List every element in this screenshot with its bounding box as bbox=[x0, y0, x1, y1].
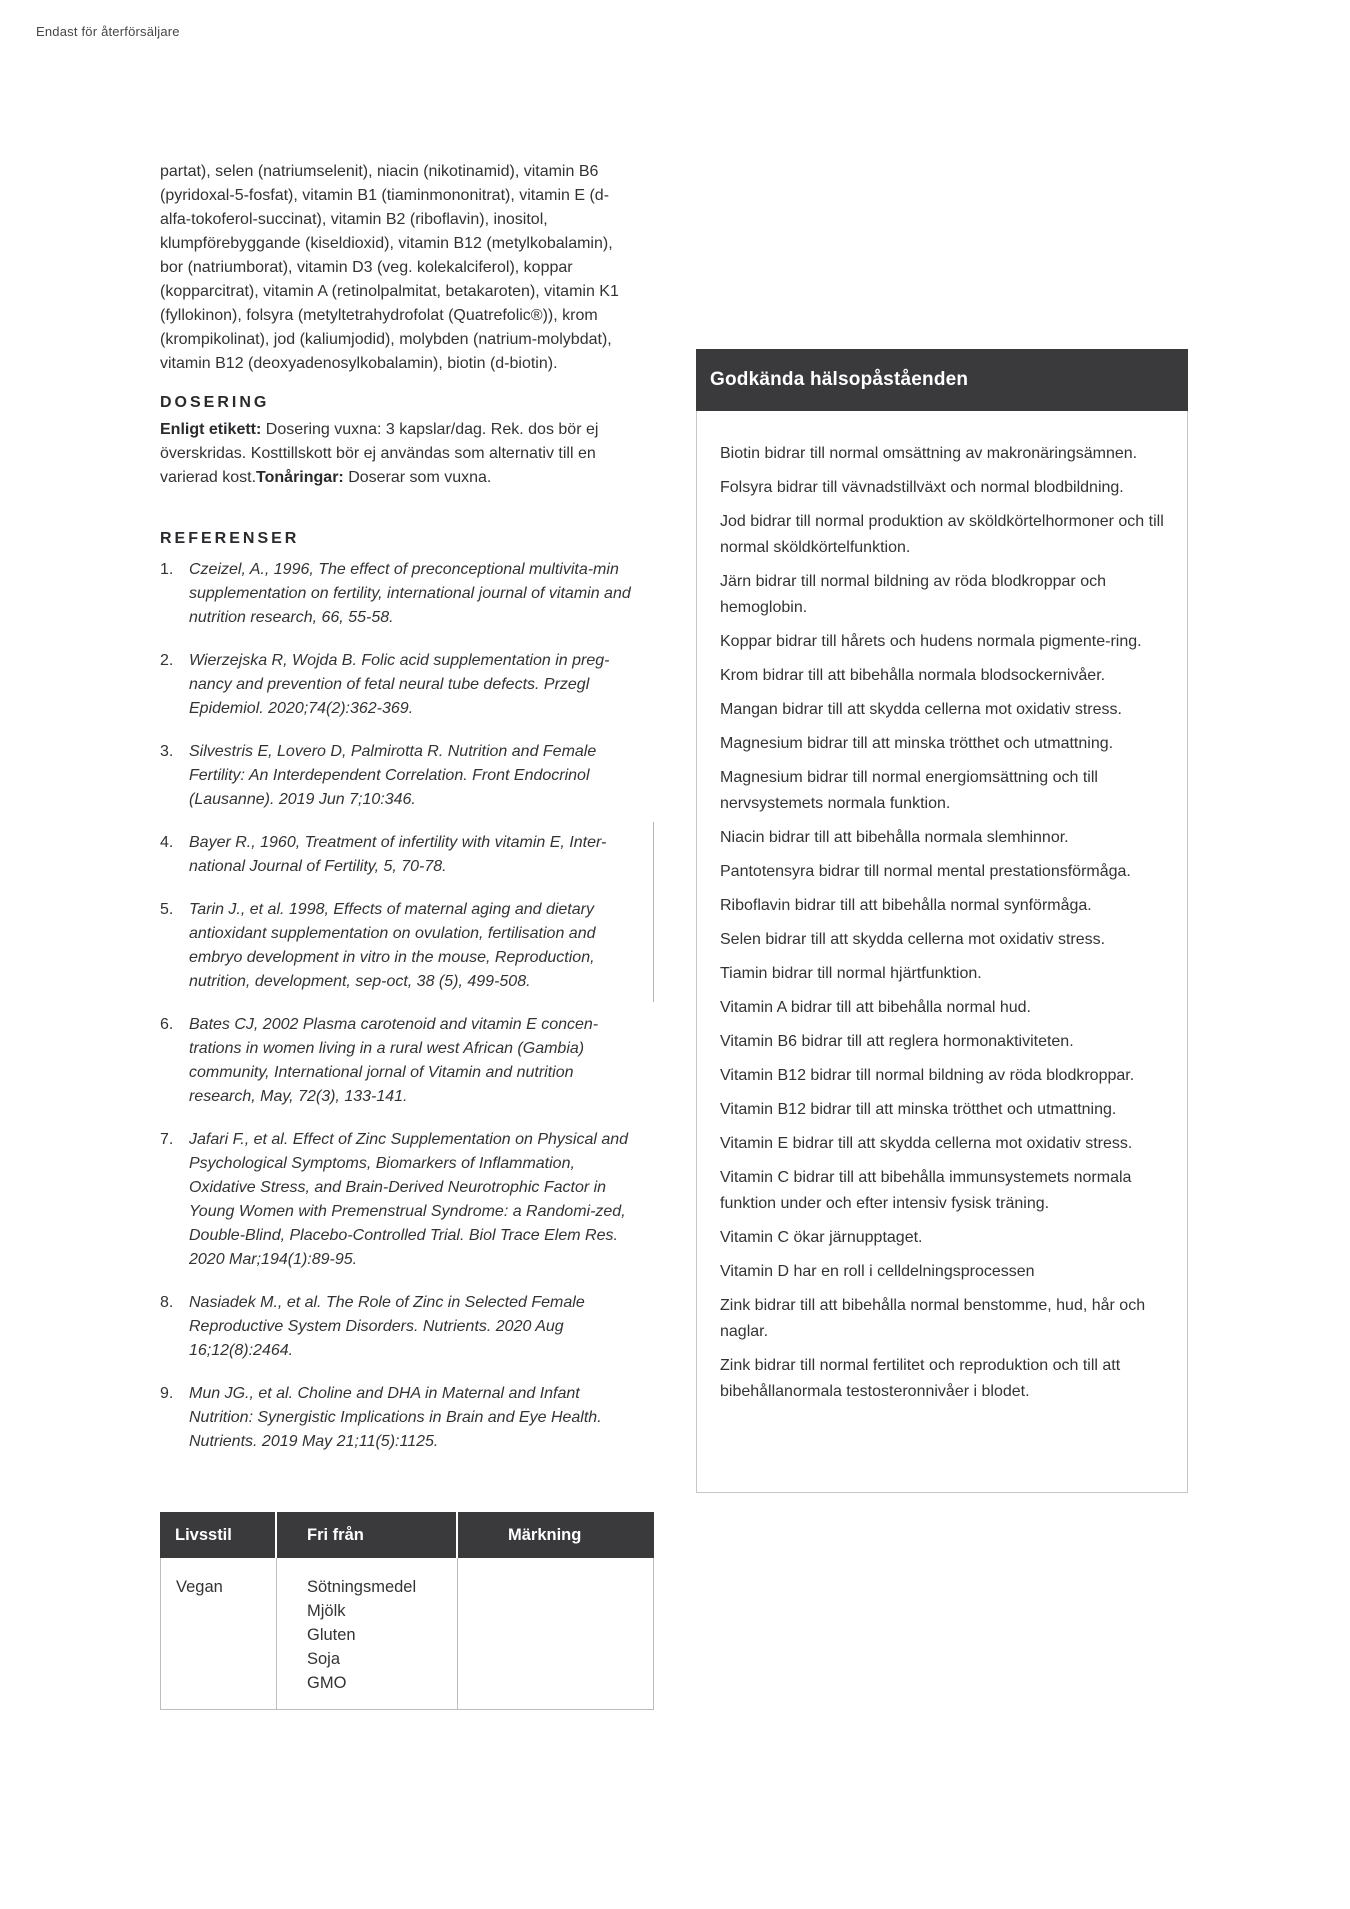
claim-item: Vitamin A bidrar till att bibehålla normal hud. bbox=[720, 999, 1031, 1016]
reference-item bbox=[160, 558, 638, 630]
claim-item: Tiamin bidrar till normal hjärtfunktion. bbox=[720, 965, 982, 982]
claim-item: Jod bidrar till normal produktion av sköldkörtelhormoner och till normal sköldkörtelfunktion. bbox=[720, 513, 1164, 556]
claim-item: Krom bidrar till att bibehålla normala blodsockernivåer. bbox=[720, 667, 1106, 684]
ingredients-paragraph: partat), selen (natriumselenit), niacin (nikotinamid), vitamin B6 (pyridoxal-5-fosfat), vitamin B1 (tiaminmononitrat), vitamin E (d-alfa-tokoferol-succinat), vitamin B2 (riboflavin), inositol, klumpförebyggande (kiseldioxid), vitamin B12 (metylkobalamin), bor (natriumborat), vitamin D3 (veg. kolekalciferol), koppar (kopparcitrat), vitamin A (retinolpalmitat, betakaroten), vitamin K1 (fyllokinon), folsyra (metyltetrahydrofolat (Quatrefolic®)), krom (krompikolinat), jod (kaliumjodid), molybden (natrium-molybdat), vitamin B12 (deoxyadenosylkobalamin), biotin (d-biotin). bbox=[160, 163, 619, 372]
table-row bbox=[160, 1558, 654, 1710]
reference-number: 1. bbox=[160, 561, 174, 578]
table-cell-fri-fran bbox=[277, 1558, 458, 1709]
table-header-fri-fran: Fri från bbox=[277, 1512, 458, 1558]
reference-text: Czeizel, A., 1996, The effect of preconceptional multivita-min supplementation on fertility, international journal of vitamin and nutrition research, 66, 55-58. bbox=[189, 561, 631, 626]
table-header-livsstil: Livsstil bbox=[160, 1512, 277, 1558]
column-divider-line bbox=[653, 822, 654, 1002]
approved-health-claims-box bbox=[696, 349, 1188, 1493]
claim-item: Vitamin C ökar järnupptaget. bbox=[720, 1229, 923, 1246]
dosering-label-tonaringar: Tonåringar: bbox=[256, 469, 344, 486]
reference-item bbox=[160, 898, 638, 994]
dosering-text-1: Dosering vuxna: 3 kapslar/dag. Rek. dos bör ej överskridas. Kosttillskott bör ej användas som alternativ till en varierad kost. bbox=[160, 421, 599, 486]
table-cell-markning bbox=[458, 1558, 654, 1709]
claim-item: Mangan bidrar till att skydda cellerna mot oxidativ stress. bbox=[720, 701, 1122, 718]
claim-item: Riboflavin bidrar till att bibehålla normal synförmåga. bbox=[720, 897, 1092, 914]
claim-item: Niacin bidrar till att bibehålla normala slemhinnor. bbox=[720, 829, 1069, 846]
claim-item: Vitamin D har en roll i celldelningsprocessen bbox=[720, 1263, 1035, 1280]
free-from-item: Soja bbox=[307, 1650, 341, 1668]
table-cell-livsstil: Vegan bbox=[160, 1558, 277, 1709]
claim-item: Vitamin B12 bidrar till normal bildning av röda blodkroppar. bbox=[720, 1067, 1135, 1084]
claim-item: Selen bidrar till att skydda cellerna mot oxidativ stress. bbox=[720, 931, 1106, 948]
dosering-text-2: Doserar som vuxna. bbox=[343, 469, 492, 486]
reference-text: Mun JG., et al. Choline and DHA in Maternal and Infant Nutrition: Synergistic Implications in Brain and Eye Health. Nutrients. 2019 May 21;11(5):1125. bbox=[189, 1385, 602, 1450]
page-watermark: Endast för återförsäljare bbox=[36, 24, 180, 39]
dosering-heading: DOSERING bbox=[160, 394, 270, 411]
free-from-item: Gluten bbox=[307, 1626, 356, 1644]
reference-number: 2. bbox=[160, 652, 174, 669]
dosering-paragraph bbox=[160, 418, 638, 490]
product-info-table bbox=[160, 1512, 654, 1710]
dosering-label-enligt-etikett: Enligt etikett: bbox=[160, 421, 262, 438]
reference-text: Wierzejska R, Wojda B. Folic acid supplementation in preg-nancy and prevention of fetal neural tube defects. Przegl Epidemiol. 2020;74(2):362-369. bbox=[189, 652, 610, 717]
claim-item: Pantotensyra bidrar till normal mental prestationsförmåga. bbox=[720, 863, 1131, 880]
left-column bbox=[160, 160, 638, 1473]
free-from-item: Sötningsmedel bbox=[307, 1578, 417, 1596]
claims-box-body bbox=[696, 411, 1188, 1493]
table-header-row bbox=[160, 1512, 654, 1558]
claim-item: Vitamin E bidrar till att skydda cellerna mot oxidativ stress. bbox=[720, 1135, 1133, 1152]
claim-item: Vitamin B12 bidrar till att minska trötthet och utmattning. bbox=[720, 1101, 1117, 1118]
claim-item: Vitamin C bidrar till att bibehålla immunsystemets normala funktion under och efter intensiv fysisk träning. bbox=[720, 1169, 1132, 1212]
reference-number: 5. bbox=[160, 901, 174, 918]
reference-number: 7. bbox=[160, 1131, 174, 1148]
reference-text: Bates CJ, 2002 Plasma carotenoid and vitamin E concen-trations in women living in a rural west African (Gambia) community, International jornal of Vitamin and nutrition research, May, 72(3), 133-141. bbox=[189, 1016, 599, 1105]
table-header-markning: Märkning bbox=[458, 1512, 654, 1558]
reference-item bbox=[160, 1382, 638, 1454]
free-from-item: Mjölk bbox=[307, 1602, 346, 1620]
reference-text: Nasiadek M., et al. The Role of Zinc in Selected Female Reproductive System Disorders. Nutrients. 2020 Aug 16;12(8):2464. bbox=[189, 1294, 585, 1359]
claim-item: Zink bidrar till att bibehålla normal benstomme, hud, hår och naglar. bbox=[720, 1297, 1146, 1340]
reference-item bbox=[160, 740, 638, 812]
reference-number: 6. bbox=[160, 1016, 174, 1033]
reference-item bbox=[160, 1013, 638, 1109]
claim-item: Biotin bidrar till normal omsättning av makronäringsämnen. bbox=[720, 445, 1138, 462]
free-from-item: GMO bbox=[307, 1674, 347, 1692]
reference-text: Tarin J., et al. 1998, Effects of maternal aging and dietary antioxidant supplementation on ovulation, fertilisation and embryo development in vitro in the mouse, Reproduction, nutrition, development, sep-oct, 38 (5), 499-508. bbox=[189, 901, 596, 990]
claim-item: Vitamin B6 bidrar till att reglera hormonaktiviteten. bbox=[720, 1033, 1074, 1050]
reference-text: Silvestris E, Lovero D, Palmirotta R. Nutrition and Female Fertility: An Interdependent Correlation. Front Endocrinol (Lausanne). 2019 Jun 7;10:346. bbox=[189, 743, 597, 808]
reference-item bbox=[160, 649, 638, 721]
reference-text: Bayer R., 1960, Treatment of infertility with vitamin E, Inter-national Journal of Fertility, 5, 70-78. bbox=[189, 834, 607, 875]
claim-item: Järn bidrar till normal bildning av röda blodkroppar och hemoglobin. bbox=[720, 573, 1106, 616]
reference-number: 4. bbox=[160, 834, 174, 851]
claim-item: Magnesium bidrar till normal energiomsättning och till nervsystemets normala funktion. bbox=[720, 769, 1098, 812]
reference-item bbox=[160, 1291, 638, 1363]
references-heading: REFERENSER bbox=[160, 530, 300, 547]
claim-item: Koppar bidrar till hårets och hudens normala pigmente-ring. bbox=[720, 633, 1142, 650]
claims-box-title: Godkända hälsopåståenden bbox=[696, 349, 1188, 411]
claim-item: Zink bidrar till normal fertilitet och reproduktion och till att bibehållanormala testosteronnivåer i blodet. bbox=[720, 1357, 1121, 1400]
reference-number: 9. bbox=[160, 1385, 174, 1402]
claim-item: Folsyra bidrar till vävnadstillväxt och normal blodbildning. bbox=[720, 479, 1124, 496]
references-list bbox=[160, 558, 638, 1454]
claim-item: Magnesium bidrar till att minska trötthet och utmattning. bbox=[720, 735, 1114, 752]
reference-item bbox=[160, 831, 638, 879]
reference-number: 8. bbox=[160, 1294, 174, 1311]
reference-text: Jafari F., et al. Effect of Zinc Supplementation on Physical and Psychological Symptoms, Biomarkers of Inflammation, Oxidative Stress, and Brain-Derived Neurotrophic Factor in Young Women with Premenstrual Syndrome: a Randomi-zed, Double-Blind, Placebo-Controlled Trial. Biol Trace Elem Res. 2020 Mar;194(1):89-95. bbox=[189, 1131, 629, 1268]
reference-item bbox=[160, 1128, 638, 1272]
reference-number: 3. bbox=[160, 743, 174, 760]
